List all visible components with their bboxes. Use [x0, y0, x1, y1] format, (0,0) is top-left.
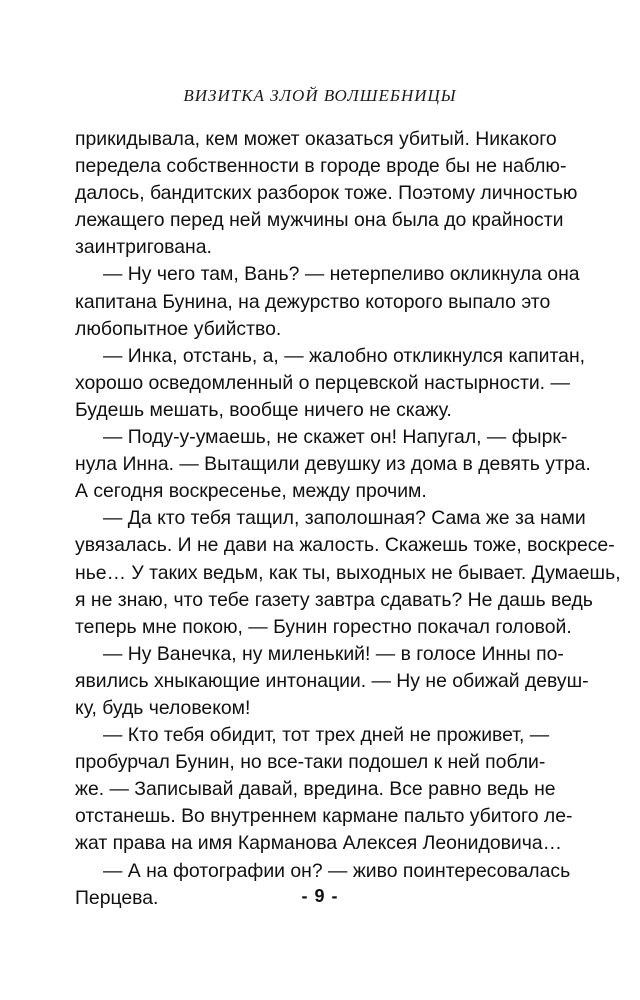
text-line: отстанешь. Во внутреннем кармане пальто убитого ле-	[75, 805, 573, 828]
text-line: — Инка, отстань, а, — жалобно откликнулся капитан,	[103, 344, 586, 367]
body-text	[75, 126, 621, 912]
text-line: — Ну чего там, Вань? — нетерпеливо окликнула она	[103, 263, 580, 286]
text-line: явились хныкающие интонации. — Ну не обижай девуш-	[75, 669, 589, 692]
text-line: любопытное убийство.	[75, 317, 282, 340]
text-line: Перцева.	[75, 886, 159, 909]
text-line: — Кто тебя обидит, тот трех дней не проживет, —	[103, 724, 550, 747]
text-line: Будешь мешать, вообще ничего не скажу.	[75, 398, 452, 421]
text-line: же. — Записывай давай, вредина. Все равно ведь не	[75, 778, 556, 801]
text-line: далось, бандитских разборок тоже. Поэтому личностью	[75, 182, 578, 205]
text-line: А сегодня воскресенье, между прочим.	[75, 480, 427, 503]
text-line: прикидывала, кем может оказаться убитый. Никакого	[75, 128, 557, 150]
page-number: - 9 -	[301, 886, 339, 906]
text-line: — А на фотографии он? — живо поинтересовалась	[103, 859, 571, 882]
text-line: пробурчал Бунин, но все-таки подошел к ней побли-	[75, 751, 546, 774]
text-line: — Ну Ванечка, ну миленький! — в голосе Инны по-	[103, 642, 564, 665]
text-line: теперь мне покою, — Бунин горестно покачал головой.	[75, 615, 572, 638]
running-header-title: ВИЗИТКА ЗЛОЙ ВОЛШЕБНИЦЫ	[183, 86, 457, 105]
text-line: лежащего перед ней мужчины она была до крайности	[75, 209, 564, 232]
text-line: нула Инна. — Вытащили девушку из дома в девять утра.	[75, 453, 591, 476]
text-line: я не знаю, что тебе газету завтра сдавать? Не дашь ведь	[75, 588, 593, 611]
text-line: увязалась. И не дави на жалость. Скажешь тоже, воскресе-	[75, 534, 615, 557]
text-line: хорошо осведомленный о перцевской настырности. —	[75, 371, 570, 394]
text-line: — Да кто тебя тащил, заполошная? Сама же за нами	[103, 507, 586, 530]
text-line: заинтригована.	[75, 236, 212, 259]
text-line: ку, будь человеком!	[75, 696, 251, 719]
text-line: нье… У таких ведьм, как ты, выходных не бывает. Думаешь,	[75, 561, 621, 584]
text-line: передела собственности в городе вроде бы не наблю-	[75, 155, 567, 178]
text-line: капитана Бунина, на дежурство которого выпало это	[75, 290, 551, 313]
text-line: жат права на имя Карманова Алексея Леонидовича…	[75, 832, 563, 855]
text-line: — Поду-у-умаешь, не скажет он! Напугал, — фырк-	[103, 426, 568, 449]
